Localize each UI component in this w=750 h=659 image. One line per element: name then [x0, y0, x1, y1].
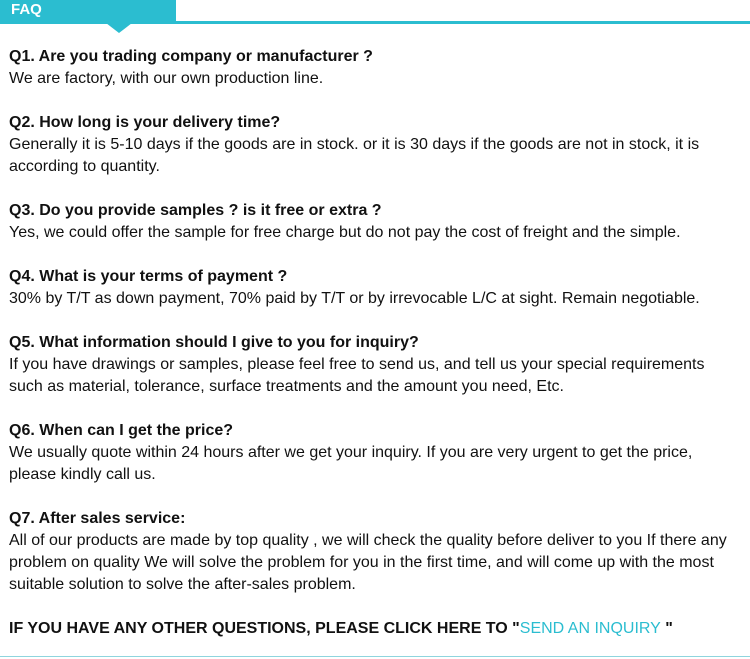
faq-question: Q1. Are you trading company or manufacturer ? — [9, 48, 373, 65]
faq-title: FAQ — [0, 0, 176, 21]
faq-question: Q6. When can I get the price? — [9, 422, 234, 439]
faq-answer: If you have drawings or samples, please feel free to send us, and tell us your special requirements such as material, tolerance, surface treatments and the amount you need, Etc. — [9, 356, 705, 395]
faq-item-q5 — [9, 331, 741, 398]
faq-question: Q5. What information should I give to you for inquiry? — [9, 334, 419, 351]
header-pointer-icon — [106, 23, 132, 33]
faq-item-q4 — [9, 265, 741, 310]
faq-answer: 30% by T/T as down payment, 70% paid by T/T or by irrevocable L/C at sight. Remain negotiable. — [9, 290, 700, 307]
faq-question: Q2. How long is your delivery time? — [9, 114, 281, 131]
faq-question: Q7. After sales service: — [9, 510, 186, 527]
faq-answer: All of our products are made by top quality , we will check the quality before deliver to you If there any problem on quality We will solve the problem for you in the first time, and will come up with the most suitable solution to solve the after-sales problem. — [9, 532, 727, 593]
faq-answer: We usually quote within 24 hours after we get your inquiry. If you are very urgent to get the price, please kindly call us. — [9, 444, 693, 483]
faq-answer: We are factory, with our own production line. — [9, 70, 324, 87]
contact-suffix: " — [660, 620, 673, 637]
faq-question: Q4. What is your terms of payment ? — [9, 268, 288, 285]
faq-header — [0, 0, 750, 40]
send-inquiry-link[interactable]: SEND AN INQUIRY — [519, 620, 661, 637]
contact-prefix: IF YOU HAVE ANY OTHER QUESTIONS, PLEASE CLICK HERE TO " — [9, 620, 520, 637]
faq-question: Q3. Do you provide samples ? is it free or extra ? — [9, 202, 382, 219]
bottom-divider — [0, 656, 750, 657]
faq-item-q1 — [9, 45, 741, 90]
faq-item-q7 — [9, 507, 741, 596]
faq-item-q6 — [9, 419, 741, 486]
faq-list — [9, 45, 741, 617]
contact-call-to-action — [9, 618, 673, 640]
faq-answer: Yes, we could offer the sample for free charge but do not pay the cost of freight and the simple. — [9, 224, 681, 241]
faq-item-q3 — [9, 199, 741, 244]
faq-item-q2 — [9, 111, 741, 178]
faq-answer: Generally it is 5-10 days if the goods are in stock. or it is 30 days if the goods are not in stock, it is according to quantity. — [9, 136, 700, 175]
